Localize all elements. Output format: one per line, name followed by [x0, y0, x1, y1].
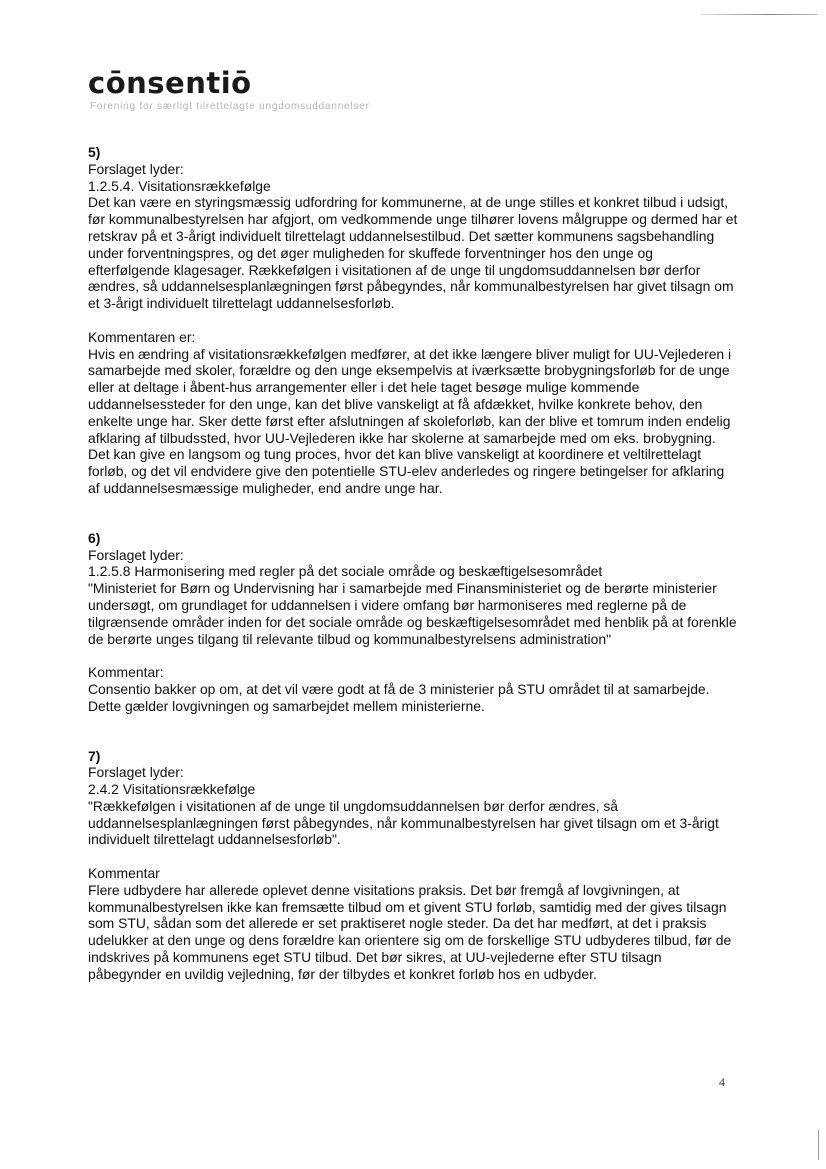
proposal-reference: 1.2.5.8 Harmonisering med regler på det sociale område og beskæftigelsesområdet	[88, 563, 603, 580]
section-gap	[88, 715, 738, 748]
proposal-text: "Ministeriet for Børn og Undervisning har i samarbejde med Finansministeriet og de berørte ministerier undersøgt, om grundlaget for uddannelsen i videre omfang bør harmoniseres med reglerne på de tilgrænsende områder inden for det sociale område og beskæftigelsesområdet med henblik på at forenkle de berørte unges tilgang til relevante tilbud og kommunalbestyrelsens administration"	[88, 580, 737, 647]
paragraph-gap	[88, 647, 738, 664]
proposal-text: "Rækkefølgen i visitationen af de unge til ungdomsuddannelsen bør derfor ændres, så uddannelsesplanlægningen først påbegyndes, når kommunalbestyrelsen har givet tilsagn om et 3-årigt individuelt tilrettelagt uddannelsesforløb".	[88, 797, 719, 848]
section-gap	[88, 497, 738, 530]
proposal-intro: Forslaget lyder:	[88, 764, 184, 781]
scan-artifact-edge	[818, 1130, 819, 1160]
logo-tagline: Forening for særligt tilrettelagte ungdomsuddannelser	[90, 101, 370, 112]
proposal-reference: 2.4.2 Visitationsrækkefølge	[88, 781, 256, 798]
page-number: 4	[719, 1075, 725, 1089]
paragraph-gap	[88, 312, 738, 329]
section-number: 7)	[88, 747, 101, 764]
comment-intro: Kommentar:	[88, 664, 164, 681]
section-number: 6)	[88, 529, 101, 546]
comment-text: Consentio bakker op om, at det vil være godt at få de 3 ministerier på STU området til at samarbejde. Dette gælder lovgivningen og samarbejdet mellem ministerierne.	[88, 680, 710, 714]
document-body	[88, 144, 738, 983]
proposal-intro: Forslaget lyder:	[88, 160, 184, 177]
proposal-text: Det kan være en styringsmæssig udfordring for kommunerne, at de unge stilles et konkret tilbud i udsigt, før kommunalbestyrelsen har afgjort, om vedkommende unge tilhører lovens målgruppe og dermed har et retskrav på et 3-årigt individuelt tilrettelagt uddannelsestilbud. Det sætter kommunens sagsbehandling under forventningspres, og det øger muligheden for skuffede forventninger hos den unge og efterfølgende klagesager. Rækkefølgen i visitationen af de unge til ungdomsuddannelsen bør derfor ændres, så uddannelsesplanlægningen først påbegyndes, når kommunalbestyrelsen har givet tilsagn om et 3-årigt individuelt tilrettelagt uddannelsesforløb.	[88, 194, 738, 312]
consentio-logo: cōnsentiō	[88, 66, 252, 100]
scan-artifact-line	[700, 14, 818, 15]
paragraph-gap	[88, 848, 738, 865]
section-7	[88, 748, 738, 983]
comment-text: Flere udbydere har allerede oplevet denne visitations praksis. Det bør fremgå af lovgivningen, at kommunalbestyrelsen ikke kan fremsætte tilbud om et givent STU forløb, samtidig med der gives tilsagn som STU, sådan som det allerede er set praktiseret nogle steder. Da det har medført, at det i praksis udelukker at den unge og dens forældre kan orientere sig om de forskellige STU udbyderes tilbud, før de indskrives på kommunens eget STU tilbud. Det bør sikres, at UU-vejlederne efter STU tilsagn påbegynder en uvildig vejledning, før der tilbydes et konkret forløb hos en udbyder.	[88, 881, 732, 982]
proposal-reference: 1.2.5.4. Visitationsrækkefølge	[88, 177, 271, 194]
comment-text: Hvis en ændring af visitationsrækkefølgen medfører, at det ikke længere bliver muligt for UU-Vejlederen i samarbejde med skoler, forældre og den unge eksempelvis at iværksætte brobygningsforløb for de unge eller at deltage i åbent-hus arrangementer eller i det hele taget besøge mulige kommende uddannelsessteder for den unge, kan det blive vanskeligt at få afdækket, hvilke konkrete behov, den enkelte unge har. Sker dette først efter afslutningen af skoleforløb, kan der blive et tomrum inden endelig afklaring af tilbudssted, hvor UU-Vejlederen ikke har skolerne at samarbejde med om eks. brobygning. Det kan give en langsom og tung proces, hvor det kan blive vanskeligt at koordinere et veltilrettelagt forløb, og det vil endvidere give den potentielle STU-elev anderledes og ringere betingelser for afklaring af uddannelsesmæssige muligheder, end andre unge har.	[88, 345, 732, 496]
section-5	[88, 144, 738, 497]
comment-intro: Kommentaren er:	[88, 328, 196, 345]
proposal-intro: Forslaget lyder:	[88, 546, 184, 563]
comment-intro: Kommentar	[88, 865, 160, 882]
section-number: 5)	[88, 144, 101, 160]
section-6	[88, 530, 738, 715]
